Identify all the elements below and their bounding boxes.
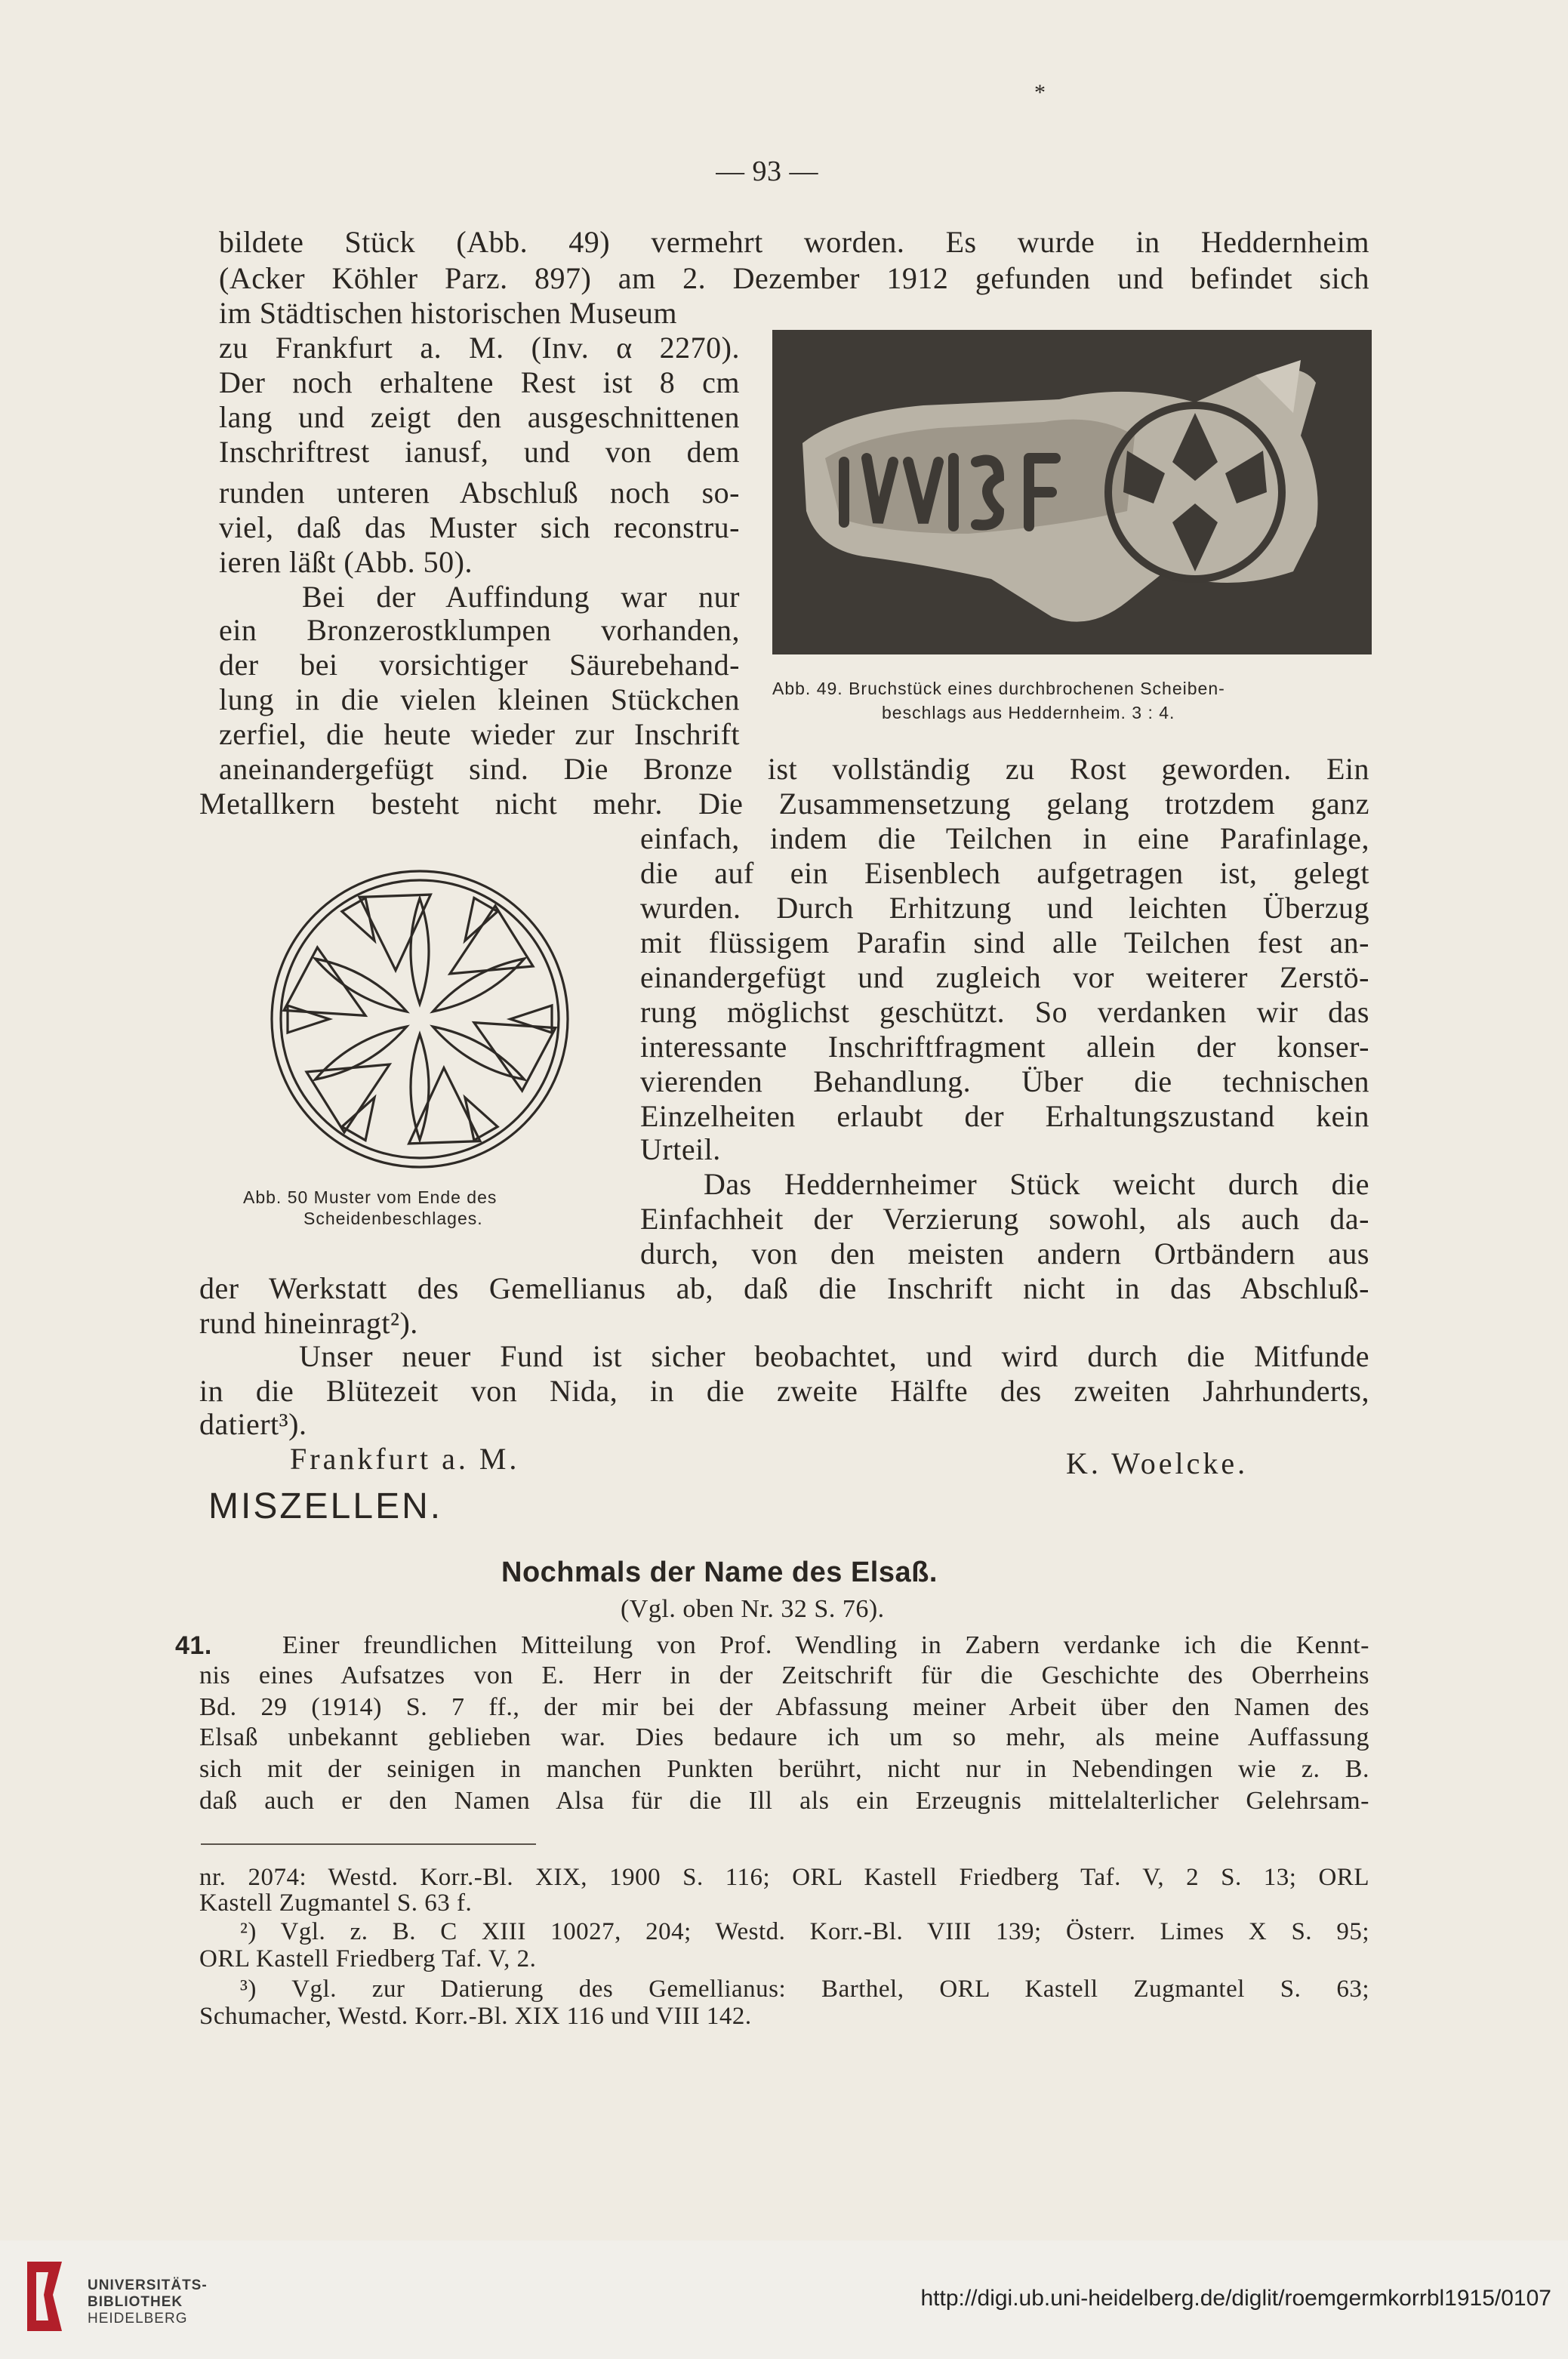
body-line: runden unteren Abschluß noch so- <box>219 476 740 510</box>
body-line: (Acker Köhler Parz. 897) am 2. Dezember 1912 gefunden und befindet sich <box>219 261 1369 295</box>
body-line: Unser neuer Fund ist sicher beobachtet, und wird durch die Mitfunde <box>299 1339 1369 1373</box>
body-line: in die Blütezeit von Nida, in die zweite Hälfte des zweiten Jahrhunderts, <box>199 1374 1369 1408</box>
body-line: zerfiel, die heute wieder zur Inschrift <box>219 717 740 751</box>
body-line: aneinandergefügt sind. Die Bronze ist vollständig zu Rost geworden. Ein <box>219 752 1369 786</box>
figure49-caption: Abb. 49. Bruchstück eines durchbrochenen Scheiben- <box>772 679 1225 698</box>
body-line: Urteil. <box>640 1132 721 1166</box>
footnote-line: nr. 2074: Westd. Korr.-Bl. XIX, 1900 S. 116; ORL Kastell Friedberg Taf. V, 2 S. 13; ORL <box>199 1864 1369 1891</box>
body-line: der Werkstatt des Gemellianus ab, daß die Inschrift nicht in das Abschluß- <box>199 1271 1369 1305</box>
library-logo-text: UNIVERSITÄTS- <box>88 2277 208 2293</box>
body-line: ieren läßt (Abb. 50). <box>219 545 473 579</box>
article-line: Bd. 29 (1914) S. 7 ff., der mir bei der Abfassung meiner Arbeit über den Namen des <box>199 1693 1369 1721</box>
body-line: einfach, indem die Teilchen in eine Parafinlage, <box>640 821 1369 855</box>
body-line: vierenden Behandlung. Über die technischen <box>640 1064 1369 1098</box>
body-line: interessante Inschriftfragment allein der konser- <box>640 1030 1369 1064</box>
author-signature: K. Woelcke. <box>1066 1446 1249 1480</box>
body-line: bildete Stück (Abb. 49) vermehrt worden. Es wurde in Heddernheim <box>219 225 1369 259</box>
body-line: zu Frankfurt a. M. (Inv. α 2270). <box>219 331 740 365</box>
body-line: Einfachheit der Verzierung sowohl, als auch da- <box>640 1202 1369 1236</box>
page-number: — 93 — <box>716 156 818 187</box>
body-line: Einzelheiten erlaubt der Erhaltungszustand kein <box>640 1099 1369 1133</box>
figure49-caption: beschlags aus Heddernheim. 3 : 4. <box>882 703 1175 722</box>
article-subtitle: (Vgl. oben Nr. 32 S. 76). <box>621 1595 885 1623</box>
body-line: viel, daß das Muster sich reconstru- <box>219 510 740 544</box>
body-line: Metallkern besteht nicht mehr. Die Zusammensetzung gelang trotzdem ganz <box>199 787 1369 821</box>
body-line: Inschriftrest ianusf, und von dem <box>219 435 740 469</box>
body-line: lung in die vielen kleinen Stückchen <box>219 682 740 716</box>
section-heading: MISZELLEN. <box>208 1486 443 1526</box>
body-line: Bei der Auffindung war nur <box>302 580 740 614</box>
body-line: datiert³). <box>199 1407 307 1441</box>
source-url-link[interactable]: http://digi.ub.uni-heidelberg.de/diglit/roemgermkorrbl1915/0107 <box>920 2286 1551 2311</box>
library-logo-text: BIBLIOTHEK <box>88 2294 183 2310</box>
body-line: einandergefügt und zugleich vor weiterer Zerstö- <box>640 960 1369 994</box>
library-logo-icon <box>23 2257 66 2336</box>
body-line: mit flüssigem Parafin sind alle Teilchen fest an- <box>640 925 1369 959</box>
body-line: Der noch erhaltene Rest ist 8 cm <box>219 365 740 399</box>
body-line: wurden. Durch Erhitzung und leichten Überzug <box>640 891 1369 925</box>
article-line: Elsaß unbekannt geblieben war. Dies bedaure ich um so mehr, als meine Auffassung <box>199 1723 1369 1751</box>
footnote-line: Schumacher, Westd. Korr.-Bl. XIX 116 und VIII 142. <box>199 2003 752 2030</box>
top-mark: * <box>1034 80 1046 105</box>
footnote-line: ³) Vgl. zur Datierung des Gemellianus: Barthel, ORL Kastell Zugmantel S. 63; <box>240 1976 1369 2003</box>
article-line: daß auch er den Namen Alsa für die Ill als ein Erzeugnis mittelalterlicher Gelehrsam- <box>199 1787 1369 1815</box>
body-line: lang und zeigt den ausgeschnittenen <box>219 400 740 434</box>
library-logo-text: HEIDELBERG <box>88 2311 188 2327</box>
body-line: ein Bronzerostklumpen vorhanden, <box>219 613 740 647</box>
body-line: der bei vorsichtiger Säurebehand- <box>219 648 740 682</box>
body-line: die auf ein Eisenblech aufgetragen ist, gelegt <box>640 856 1369 890</box>
article-title: Nochmals der Name des Elsaß. <box>501 1557 938 1588</box>
body-line: Das Heddernheimer Stück weicht durch die <box>704 1167 1369 1201</box>
footnote-line: Kastell Zugmantel S. 63 f. <box>199 1889 473 1917</box>
article-line: Einer freundlichen Mitteilung von Prof. Wendling in Zabern verdanke ich die Kennt- <box>282 1631 1369 1659</box>
fragment-photo-illustration <box>772 330 1372 654</box>
article-line: nis eines Aufsatzes von E. Herr in der Zeitschrift für die Geschichte des Oberrheins <box>199 1661 1369 1689</box>
article-number: 41. <box>175 1631 212 1660</box>
article-line: sich mit der seinigen in manchen Punkten berührt, nicht nur in Nebendingen wie z. B. <box>199 1755 1369 1783</box>
figure50-caption: Abb. 50 Muster vom Ende des <box>243 1187 498 1207</box>
body-line: im Städtischen historischen Museum <box>219 296 677 330</box>
figure50-caption: Scheidenbeschlages. <box>303 1209 483 1228</box>
body-line: rung möglichst geschützt. So verdanken wir das <box>640 995 1369 1029</box>
pattern-drawing <box>261 861 578 1178</box>
body-line: durch, von den meisten andern Ortbändern aus <box>640 1236 1369 1270</box>
footnote-line: ²) Vgl. z. B. C XIII 10027, 204; Westd. Korr.-Bl. VIII 139; Österr. Limes X S. 95; <box>240 1918 1369 1945</box>
footnote-separator <box>201 1843 536 1845</box>
footer-bar <box>0 2240 1568 2359</box>
place-signature: Frankfurt a. M. <box>290 1442 520 1476</box>
footnote-line: ORL Kastell Friedberg Taf. V, 2. <box>199 1945 537 1973</box>
fragment-photo <box>772 330 1372 654</box>
body-line: rund hineinragt²). <box>199 1306 418 1340</box>
